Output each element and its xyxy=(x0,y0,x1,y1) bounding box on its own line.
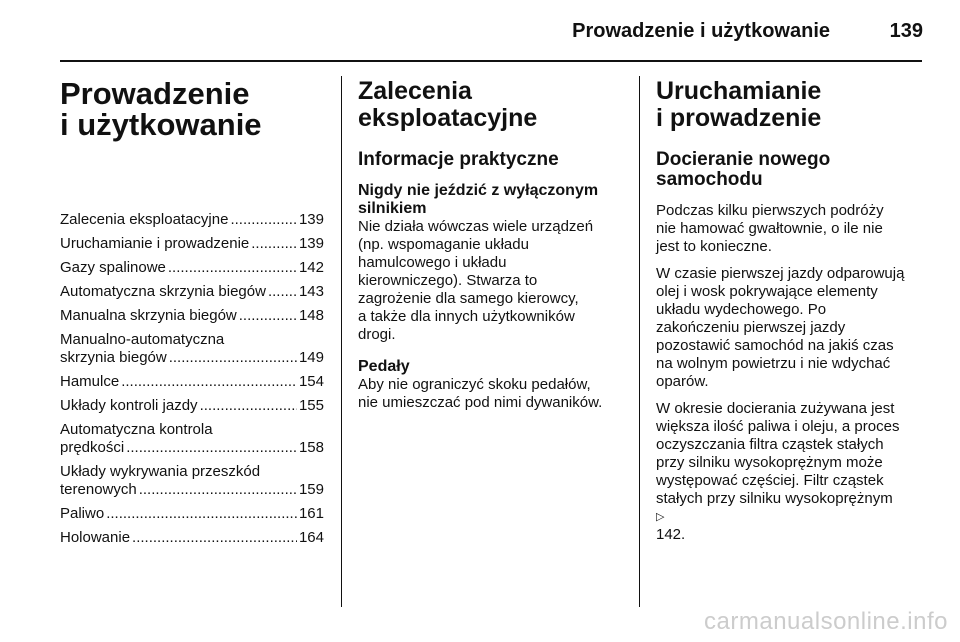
recommendations-column xyxy=(358,78,622,421)
block-heading-pedals: Pedały xyxy=(358,358,410,375)
toc-entry[interactable] xyxy=(60,259,324,277)
toc-entry[interactable] xyxy=(60,331,324,367)
toc-leader xyxy=(268,283,297,301)
toc-page: 149 xyxy=(298,349,324,366)
header-rule xyxy=(60,60,922,62)
toc-label: Gazy spalinowe xyxy=(60,259,166,276)
toc-leader xyxy=(168,259,297,277)
paragraph: W czasie pierwszej jazdy odparowują olej i wosk pokrywające elementy układu wydechowego. Po zakończeniu pierwszej jazdy pozostawić samochód na jakiś czas na wolnym powietrzu i nie wdychać oparów. xyxy=(656,265,905,390)
column-divider xyxy=(341,76,342,607)
toc-label: prędkości xyxy=(60,439,125,456)
toc-page: 142 xyxy=(298,259,324,276)
subsection-title: Docieranie nowego samochodu xyxy=(656,149,831,190)
toc-page: 139 xyxy=(298,211,324,228)
paragraph: Podczas kilku pierwszych podróży nie hamować gwałtownie, o ile nie jest to konieczne. xyxy=(656,202,884,255)
toc-entry[interactable] xyxy=(60,397,324,415)
toc-label: skrzynia biegów xyxy=(60,349,167,366)
toc-entry[interactable] xyxy=(60,505,324,523)
toc-leader xyxy=(121,373,297,391)
toc-leader xyxy=(132,529,297,547)
column-divider xyxy=(639,76,640,607)
toc-label: Holowanie xyxy=(60,529,131,546)
toc-entry[interactable] xyxy=(60,235,324,253)
toc-entry[interactable] xyxy=(60,529,324,547)
section-title: Uruchamianie i prowadzenie xyxy=(656,77,822,132)
toc-leader xyxy=(200,397,297,415)
toc-page: 154 xyxy=(298,373,324,390)
table-of-contents xyxy=(60,211,324,547)
toc-label: Zalecenia eksploatacyjne xyxy=(60,211,229,228)
toc-label-line: Manualno-automatyczna xyxy=(60,331,225,348)
subsection-title: Informacje praktyczne xyxy=(358,149,559,170)
toc-label: Hamulce xyxy=(60,373,120,390)
toc-label: Układy kontroli jazdy xyxy=(60,397,198,414)
block-heading-engine-off: Nigdy nie jeździć z wyłączonym silnikiem xyxy=(358,182,599,217)
toc-label-line: Układy wykrywania przeszkód xyxy=(60,463,261,480)
toc-page: 161 xyxy=(298,505,324,522)
toc-label: Uruchamianie i prowadzenie xyxy=(60,235,250,252)
toc-page: 159 xyxy=(298,481,324,498)
toc-label: Paliwo xyxy=(60,505,105,522)
toc-entry[interactable] xyxy=(60,373,324,391)
triangle-arrow-icon: ▷ xyxy=(656,511,665,523)
starting-driving-column xyxy=(656,78,926,553)
toc-page: 158 xyxy=(298,439,324,456)
watermark: carmanualsonline.info xyxy=(704,608,948,635)
toc-page: 139 xyxy=(298,235,324,252)
toc-leader xyxy=(139,481,297,499)
toc-leader xyxy=(126,439,297,457)
toc-page: 148 xyxy=(298,307,324,324)
toc-page: 155 xyxy=(298,397,324,414)
toc-label: Automatyczna skrzynia biegów xyxy=(60,283,266,300)
chapter-title: Prowadzenie i użytkowanie xyxy=(60,76,262,142)
toc-label: terenowych xyxy=(60,481,137,498)
toc-label: Manualna skrzynia biegów xyxy=(60,307,237,324)
section-title: Zalecenia eksploatacyjne xyxy=(358,77,538,132)
running-header-title: Prowadzenie i użytkowanie xyxy=(572,20,830,42)
toc-leader xyxy=(169,349,297,367)
toc-entry[interactable] xyxy=(60,307,324,325)
block-text-engine-off: Nie działa wówczas wiele urządzeń (np. wspomaganie układu hamulcowego i układu kierowniczego). Stwarza to zagrożenie dla samego kierowcy, a także dla innych użytkowników drogi. xyxy=(358,218,594,343)
toc-column xyxy=(60,78,324,553)
toc-label-line: Automatyczna kontrola xyxy=(60,421,213,438)
toc-leader xyxy=(106,505,297,523)
toc-page: 164 xyxy=(298,529,324,546)
toc-leader xyxy=(239,307,297,325)
block-text-pedals: Aby nie ograniczyć skoku pedałów, nie umieszczać pod nimi dywaników. xyxy=(358,376,603,411)
paragraph: W okresie docierania zużywana jest większa ilość paliwa i oleju, a proces oczyszczania filtra cząstek stałych przy silniku wysokoprężnym może występować częściej. Filtr cząstek stałych przy silniku wysokoprężnym ▷ 142. xyxy=(656,400,926,544)
toc-page: 143 xyxy=(298,283,324,300)
toc-entry[interactable] xyxy=(60,283,324,301)
toc-entry[interactable] xyxy=(60,211,324,229)
toc-leader xyxy=(251,235,297,253)
page-number: 139 xyxy=(889,20,923,42)
page-reference[interactable]: ▷ 142. xyxy=(656,508,926,544)
toc-entry[interactable] xyxy=(60,421,324,457)
toc-leader xyxy=(230,211,297,229)
toc-entry[interactable] xyxy=(60,463,324,499)
